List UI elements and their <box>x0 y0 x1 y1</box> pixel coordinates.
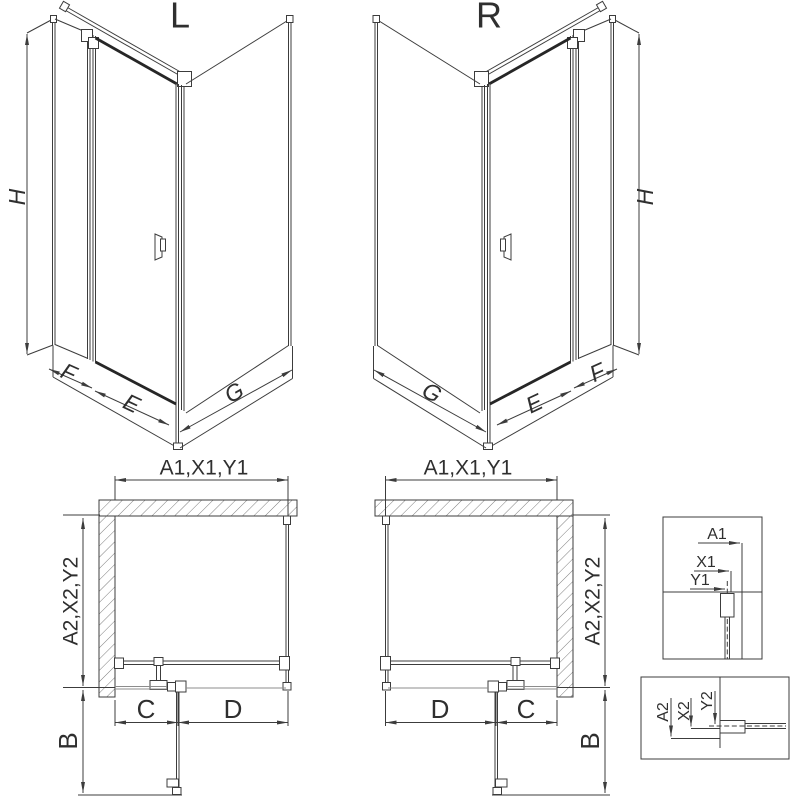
detail-top-label-a1: A1 <box>707 526 727 544</box>
plan-left-view <box>53 457 297 795</box>
shower-door-open <box>493 692 507 795</box>
plan-left-dim-d: D <box>223 693 243 724</box>
wall-profile-section <box>721 594 735 618</box>
iso-right-view <box>373 0 658 450</box>
wall-hatch-left <box>99 516 115 697</box>
iso-right-dim-g: G <box>417 376 447 409</box>
iso-right-title: R <box>476 0 502 36</box>
detail-bottom-label-a2: A2 <box>655 702 673 722</box>
wall-hatch-right <box>557 516 573 697</box>
wall-profile-section <box>720 721 745 734</box>
plan-left-dim-b: B <box>52 732 83 750</box>
plan-right-dim-c: C <box>516 693 536 724</box>
plan-left-dim-depth: A2,X2,Y2 <box>59 556 83 646</box>
detail-top-label-x1: X1 <box>696 554 716 572</box>
door-handle-plan <box>167 779 179 787</box>
plan-right-dim-d: D <box>430 693 450 724</box>
iso-right-dim-f: F <box>585 357 609 387</box>
detail-bottom-label-x2: X2 <box>676 701 694 721</box>
plan-right-dim-b: B <box>574 732 605 750</box>
plan-right-dim-depth: A2,X2,Y2 <box>581 556 605 646</box>
plan-right-dim-width: A1,X1,Y1 <box>423 456 513 480</box>
detail-bottom-box <box>641 677 789 759</box>
shower-door-open <box>167 692 181 795</box>
detail-bottom-label-y2: Y2 <box>699 691 717 711</box>
iso-left-view <box>4 0 293 450</box>
iso-right-dim-h: H <box>632 188 659 206</box>
iso-left-dim-f: F <box>57 357 81 387</box>
wall-hatch-top <box>99 500 297 516</box>
iso-left-dim-h: H <box>4 188 31 206</box>
plan-left-dim-width: A1,X1,Y1 <box>159 456 249 480</box>
iso-left-dim-e: E <box>119 388 145 419</box>
door-handle-plan <box>496 779 508 787</box>
detail-top-box <box>663 517 762 659</box>
iso-left-title: L <box>169 0 191 36</box>
iso-left-dim-g: G <box>219 376 249 409</box>
iso-right-dim-e: E <box>521 388 547 419</box>
detail-top-label-y1: Y1 <box>690 572 710 590</box>
plan-left-dim-c: C <box>136 693 156 724</box>
wall-hatch-top <box>375 500 573 516</box>
plan-right-view <box>375 457 610 795</box>
